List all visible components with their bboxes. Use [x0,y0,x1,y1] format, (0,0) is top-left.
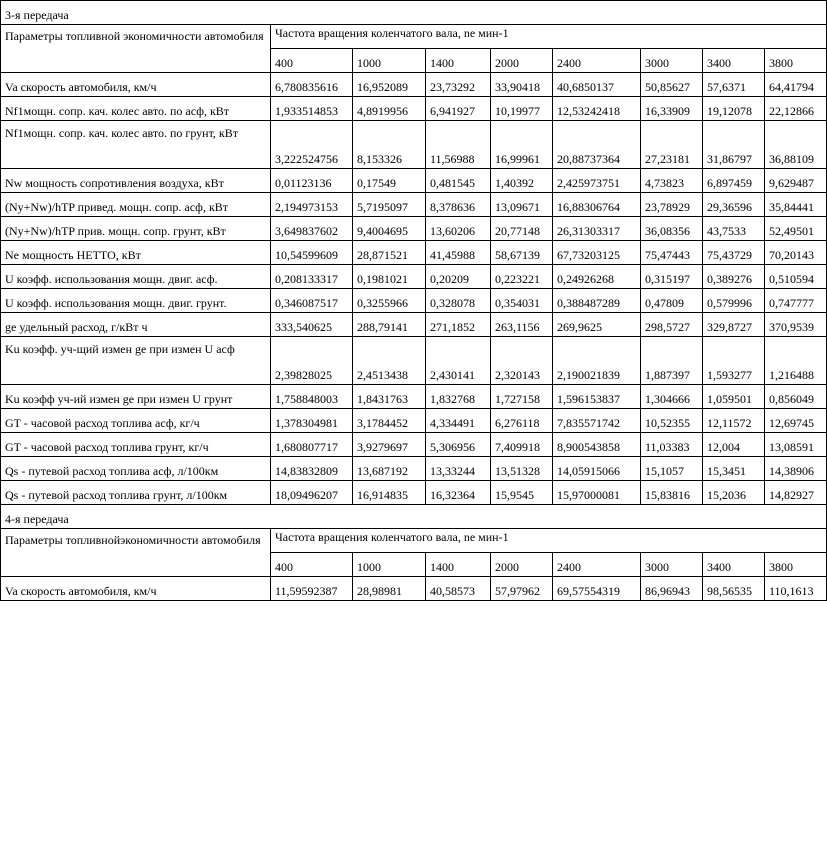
table-cell: 16,33909 [641,97,703,121]
table-cell: 16,952089 [353,73,426,97]
table-cell: 0,223221 [491,265,553,289]
table-cell: 1,887397 [641,337,703,385]
rpm-value: 1400 [426,49,491,73]
table-cell: 98,56535 [703,577,765,601]
table-cell: 15,1057 [641,457,703,481]
table-cell: 0,481545 [426,169,491,193]
table-row [1,289,827,313]
table-cell: 12,11572 [703,409,765,433]
parameter-label: ge удельный расход, г/кВт ч [1,313,271,337]
table-cell: 1,40392 [491,169,553,193]
table-cell: 8,153326 [353,121,426,169]
table-row [1,73,827,97]
table-cell: 0,01123136 [271,169,353,193]
parameter-label: Ne мощность НЕТТО, кВт [1,241,271,265]
table-cell: 70,20143 [765,241,827,265]
table-cell: 1,593277 [703,337,765,385]
table-row [1,193,827,217]
table-cell: 14,83832809 [271,457,353,481]
table-cell: 16,99961 [491,121,553,169]
table-cell: 1,8431763 [353,385,426,409]
table-cell: 27,23181 [641,121,703,169]
table-cell: 16,88306764 [553,193,641,217]
table-cell: 1,680807717 [271,433,353,457]
table-cell: 1,832768 [426,385,491,409]
table-cell: 9,629487 [765,169,827,193]
table-row [1,337,827,385]
table-cell: 16,32364 [426,481,491,505]
rpm-value: 2400 [553,553,641,577]
table-cell: 1,596153837 [553,385,641,409]
table-row [1,577,827,601]
rpm-value: 400 [271,553,353,577]
table-cell: 75,47443 [641,241,703,265]
table-cell: 0,20209 [426,265,491,289]
table-cell: 2,39828025 [271,337,353,385]
rpm-value: 400 [271,49,353,73]
table-cell: 0,24926268 [553,265,641,289]
table-cell: 0,17549 [353,169,426,193]
table-cell: 6,276118 [491,409,553,433]
table-cell: 0,856049 [765,385,827,409]
table-cell: 0,579996 [703,289,765,313]
rpm-value: 3000 [641,553,703,577]
table-cell: 3,649837602 [271,217,353,241]
table-cell: 3,222524756 [271,121,353,169]
parameter-label: Ku коэфф уч-ий измен ge при измен U грунт [1,385,271,409]
table-cell: 28,98981 [353,577,426,601]
table-cell: 15,83816 [641,481,703,505]
parameter-label: GT - часовой расход топлива грунт, кг/ч [1,433,271,457]
table-cell: 12,69745 [765,409,827,433]
table-cell: 28,871521 [353,241,426,265]
header-row [1,529,827,553]
table-cell: 288,79141 [353,313,426,337]
table-cell: 67,73203125 [553,241,641,265]
table-cell: 0,747777 [765,289,827,313]
rpm-value: 3400 [703,49,765,73]
table-cell: 6,941927 [426,97,491,121]
parameter-label: Ku коэфф. уч-щий измен ge при измен U асф [1,337,271,385]
rpm-value: 2400 [553,49,641,73]
parameter-label: Va скорость автомобиля, км/ч [1,73,271,97]
section-title: 3-я передача [1,1,827,25]
table-cell: 0,1981021 [353,265,426,289]
header-row [1,25,827,49]
table-cell: 0,354031 [491,289,553,313]
table-cell: 23,73292 [426,73,491,97]
table-cell: 6,780835616 [271,73,353,97]
table-cell: 0,510594 [765,265,827,289]
table-cell: 20,88737364 [553,121,641,169]
table-cell: 5,306956 [426,433,491,457]
table-cell: 1,933514853 [271,97,353,121]
table-cell: 36,08356 [641,217,703,241]
table-cell: 2,425973751 [553,169,641,193]
table-cell: 4,334491 [426,409,491,433]
table-cell: 58,67139 [491,241,553,265]
table-cell: 4,73823 [641,169,703,193]
parameter-label: U коэфф. использования мощн. двиг. асф. [1,265,271,289]
table-cell: 11,03383 [641,433,703,457]
table-cell: 15,97000081 [553,481,641,505]
rpm-value: 1400 [426,553,491,577]
table-row [1,97,827,121]
section-title-row [1,505,827,529]
table-cell: 13,51328 [491,457,553,481]
table-cell: 14,38906 [765,457,827,481]
table-cell: 3,1784452 [353,409,426,433]
table-cell: 40,58573 [426,577,491,601]
table-cell: 6,897459 [703,169,765,193]
table-cell: 2,430141 [426,337,491,385]
table-cell: 11,56988 [426,121,491,169]
table-cell: 18,09496207 [271,481,353,505]
table-cell: 12,53242418 [553,97,641,121]
table-row [1,409,827,433]
parameters-header: Параметры топливной экономичности автомобиля [1,25,271,73]
table-cell: 2,194973153 [271,193,353,217]
table-cell: 26,31303317 [553,217,641,241]
table-cell: 8,378636 [426,193,491,217]
table-cell: 2,190021839 [553,337,641,385]
table-cell: 10,52355 [641,409,703,433]
table-cell: 370,9539 [765,313,827,337]
table-cell: 333,540625 [271,313,353,337]
table-row [1,265,827,289]
table-cell: 2,320143 [491,337,553,385]
table-cell: 20,77148 [491,217,553,241]
table-cell: 22,12866 [765,97,827,121]
table-cell: 29,36596 [703,193,765,217]
table-cell: 1,378304981 [271,409,353,433]
table-cell: 1,059501 [703,385,765,409]
table-cell: 41,45988 [426,241,491,265]
table-cell: 15,9545 [491,481,553,505]
rpm-value: 3000 [641,49,703,73]
table-cell: 298,5727 [641,313,703,337]
rpm-value: 1000 [353,553,426,577]
table-cell: 13,33244 [426,457,491,481]
table-cell: 3,9279697 [353,433,426,457]
rpm-value: 3800 [765,553,827,577]
table-cell: 15,2036 [703,481,765,505]
table-cell: 1,216488 [765,337,827,385]
table-cell: 263,1156 [491,313,553,337]
parameter-label: (Ny+Nw)/hTP привед. мощн. сопр. асф, кВт [1,193,271,217]
table-cell: 0,328078 [426,289,491,313]
table-cell: 271,1852 [426,313,491,337]
section-title: 4-я передача [1,505,827,529]
table-cell: 36,88109 [765,121,827,169]
table-cell: 52,49501 [765,217,827,241]
table-cell: 8,900543858 [553,433,641,457]
rpm-value: 3800 [765,49,827,73]
table-row [1,313,827,337]
table-cell: 0,3255966 [353,289,426,313]
table-cell: 10,19977 [491,97,553,121]
parameter-label: (Ny+Nw)/hTP прив. мощн. сопр. грунт, кВт [1,217,271,241]
table-cell: 57,6371 [703,73,765,97]
table-cell: 269,9625 [553,313,641,337]
rpm-value: 3400 [703,553,765,577]
rpm-value: 2000 [491,553,553,577]
table-cell: 2,4513438 [353,337,426,385]
table-cell: 1,304666 [641,385,703,409]
table-row [1,481,827,505]
table-cell: 0,388487289 [553,289,641,313]
table-cell: 69,57554319 [553,577,641,601]
table-cell: 7,835571742 [553,409,641,433]
table-row [1,241,827,265]
table-cell: 13,09671 [491,193,553,217]
parameter-label: Nw мощность сопротивления воздуха, кВт [1,169,271,193]
parameter-label: Nf1мощн. сопр. кач. колес авто. по асф, кВт [1,97,271,121]
table-cell: 75,43729 [703,241,765,265]
rpm-value: 1000 [353,49,426,73]
table-cell: 11,59592387 [271,577,353,601]
table-cell: 0,346087517 [271,289,353,313]
table-cell: 15,3451 [703,457,765,481]
parameter-label: U коэфф. использования мощн. двиг. грунт. [1,289,271,313]
table-cell: 31,86797 [703,121,765,169]
rpm-header: Частота вращения коленчатого вала, ne мин-1 [271,25,827,49]
table-cell: 14,05915066 [553,457,641,481]
table-cell: 33,90418 [491,73,553,97]
table-row [1,169,827,193]
table-cell: 1,727158 [491,385,553,409]
table-row [1,121,827,169]
parameter-label: GT - часовой расход топлива асф, кг/ч [1,409,271,433]
table-cell: 0,315197 [641,265,703,289]
table-cell: 40,6850137 [553,73,641,97]
table-cell: 13,08591 [765,433,827,457]
table-cell: 7,409918 [491,433,553,457]
parameter-label: Nf1мощн. сопр. кач. колес авто. по грунт, кВт [1,121,271,169]
section-title-row [1,1,827,25]
table-cell: 50,85627 [641,73,703,97]
table-cell: 10,54599609 [271,241,353,265]
table-cell: 14,82927 [765,481,827,505]
table-cell: 35,84441 [765,193,827,217]
table-cell: 5,7195097 [353,193,426,217]
rpm-value: 2000 [491,49,553,73]
table-cell: 23,78929 [641,193,703,217]
table-cell: 86,96943 [641,577,703,601]
parameter-label: Qs - путевой расход топлива грунт, л/100км [1,481,271,505]
table-cell: 16,914835 [353,481,426,505]
table-cell: 64,41794 [765,73,827,97]
table-cell: 1,758848003 [271,385,353,409]
table-row [1,433,827,457]
table-cell: 0,208133317 [271,265,353,289]
table-cell: 19,12078 [703,97,765,121]
table-row [1,385,827,409]
table-cell: 57,97962 [491,577,553,601]
table-cell: 43,7533 [703,217,765,241]
table-cell: 0,47809 [641,289,703,313]
table-cell: 13,60206 [426,217,491,241]
table-row [1,217,827,241]
parameter-label: Va скорость автомобиля, км/ч [1,577,271,601]
table-cell: 329,8727 [703,313,765,337]
parameters-header: Параметры топливнойэкономичности автомобиля [1,529,271,577]
table-cell: 12,004 [703,433,765,457]
table-cell: 9,4004695 [353,217,426,241]
table-cell: 13,687192 [353,457,426,481]
rpm-header: Частота вращения коленчатого вала, ne мин-1 [271,529,827,553]
table-cell: 0,389276 [703,265,765,289]
parameter-label: Qs - путевой расход топлива асф, л/100км [1,457,271,481]
table-cell: 4,8919956 [353,97,426,121]
table-row [1,457,827,481]
table-cell: 110,1613 [765,577,827,601]
